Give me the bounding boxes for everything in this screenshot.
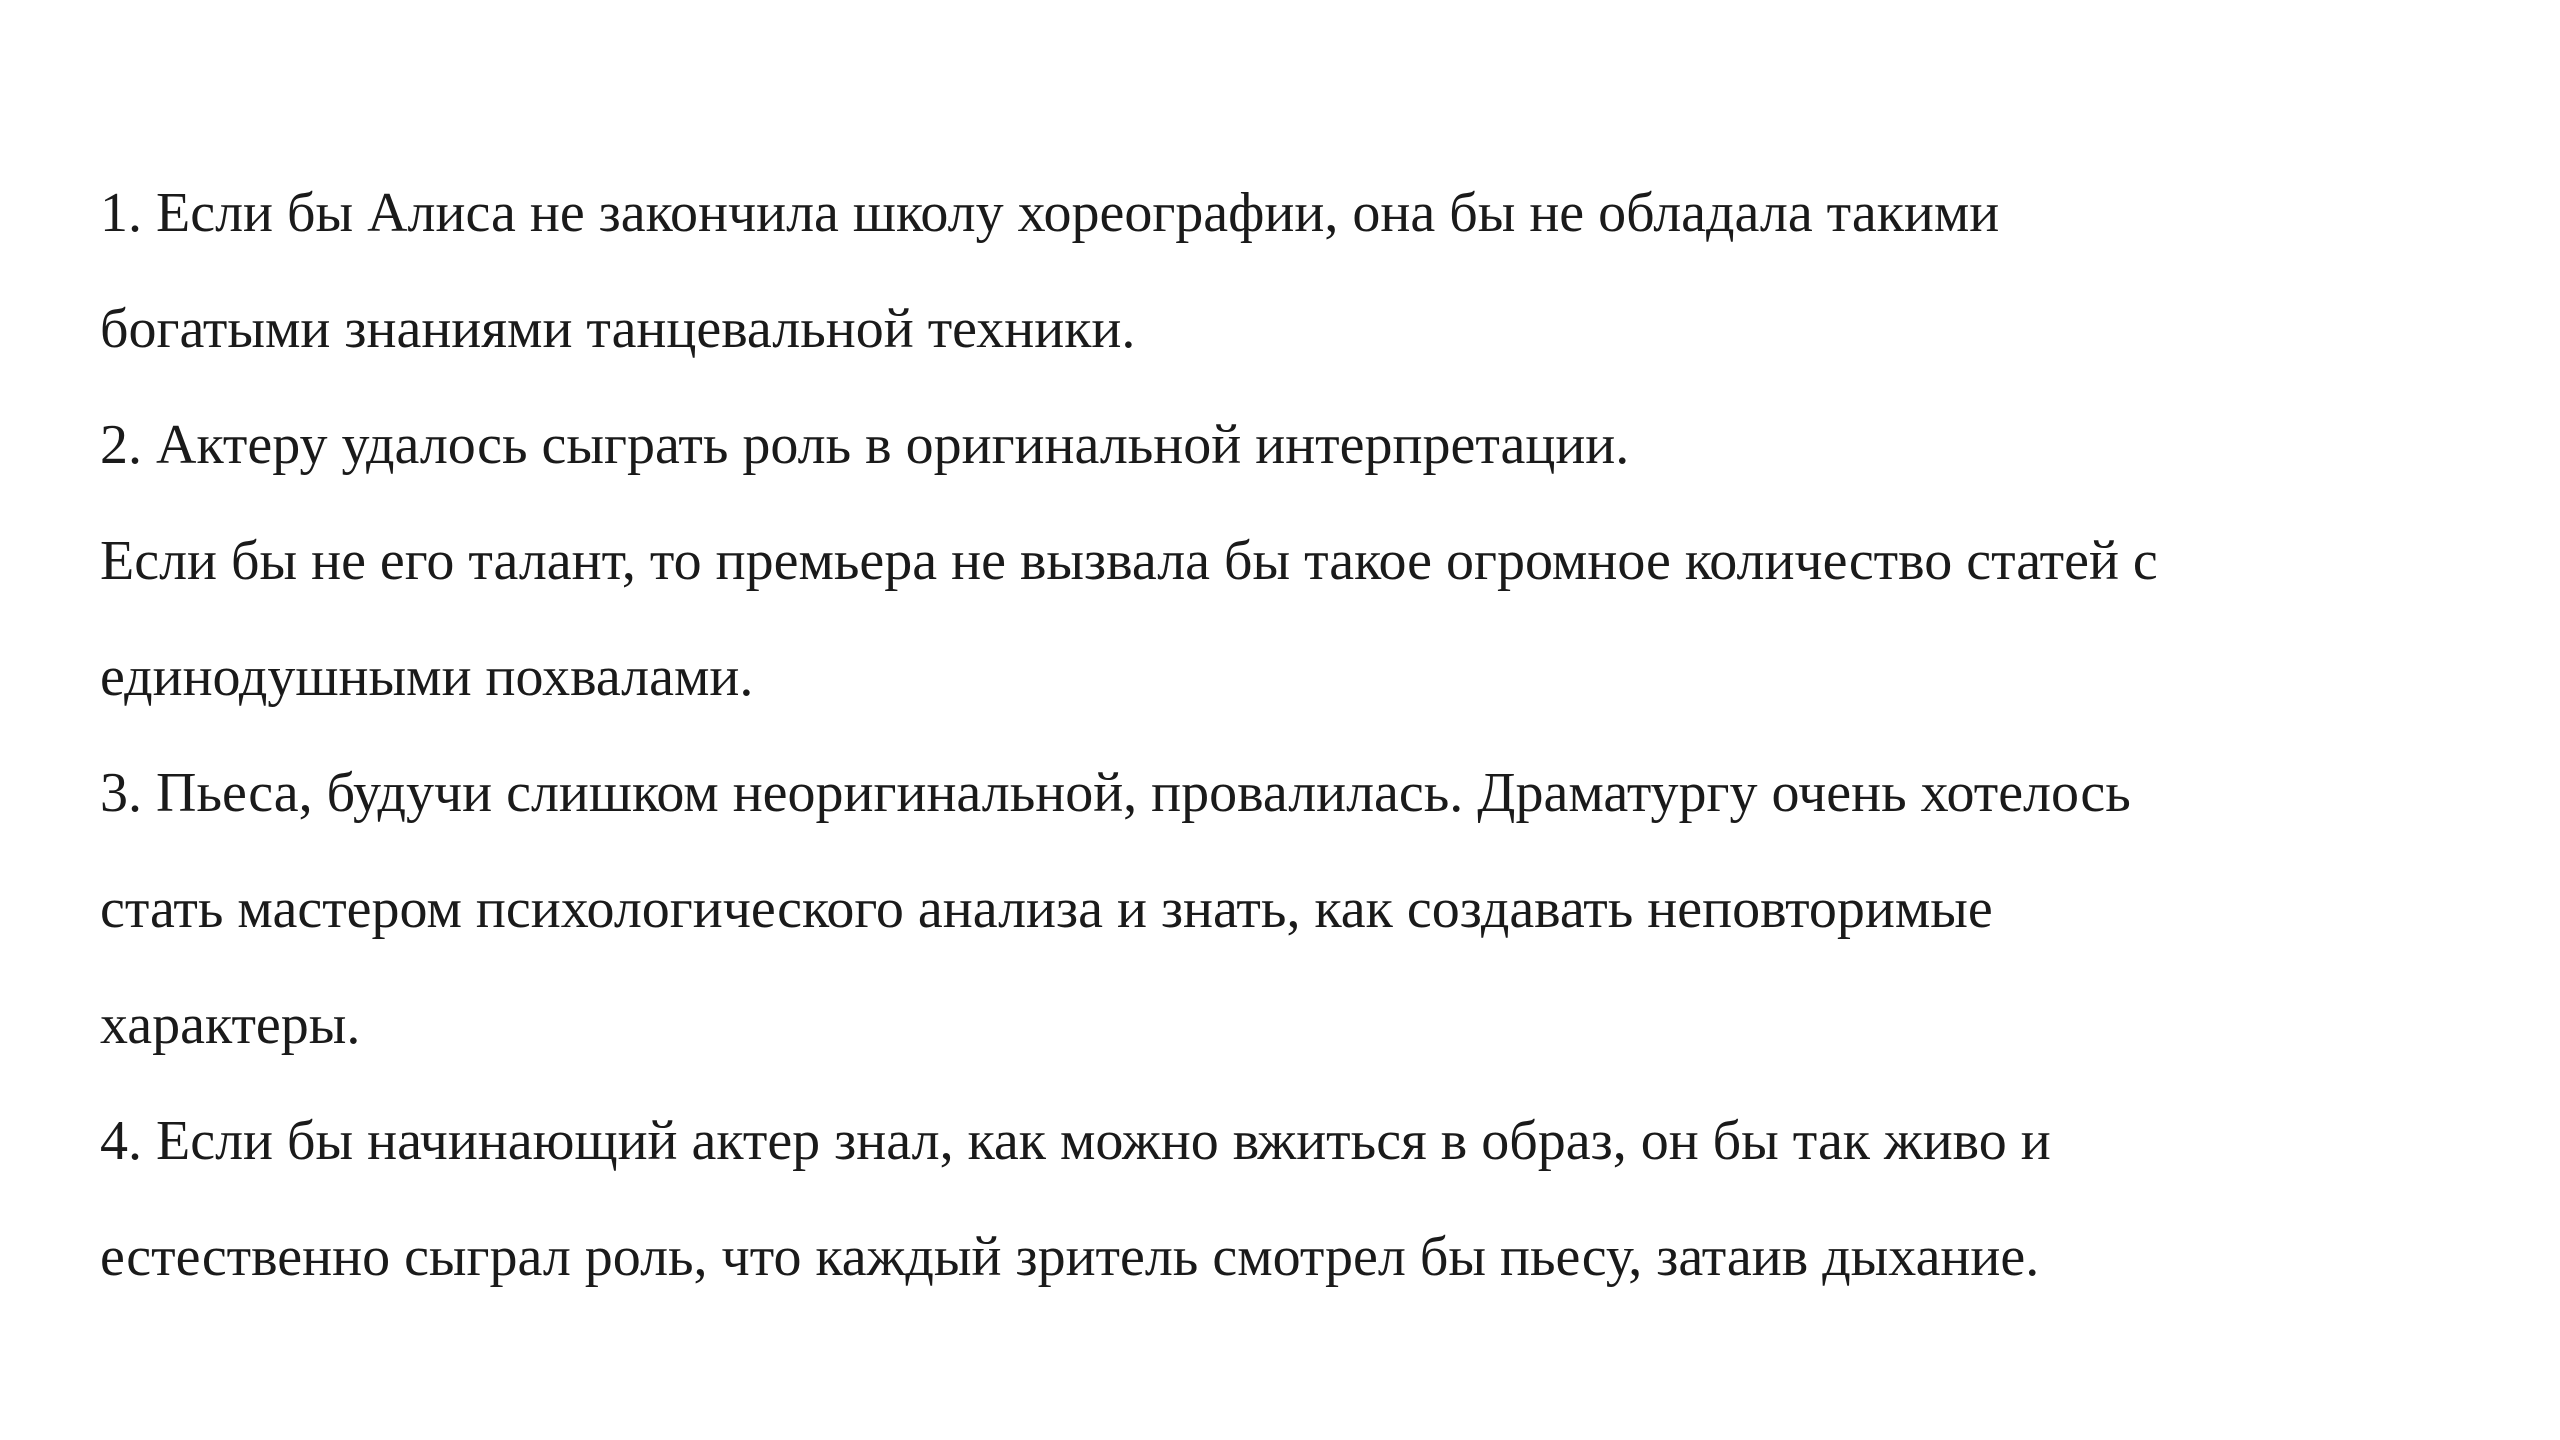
sentence-2-line-3: единодушными похвалами. <box>100 646 754 708</box>
sentence-3-line-2: стать мастером психологического анализа и знать, как создавать неповторимые <box>100 878 1993 940</box>
sentence-2-line-2: Если бы не его талант, то премьера не вызвала бы такое огромное количество статей с <box>100 530 2158 592</box>
sentence-1-line-1: 1. Если бы Алиса не закончила школу хореографии, она бы не обладала такими <box>100 182 2000 244</box>
sentence-3-line-1: 3. Пьеса, будучи слишком неоригинальной, провалилась. Драматургу очень хотелось <box>100 762 2131 824</box>
sentence-3-line-3: характеры. <box>100 994 361 1056</box>
sentence-4-line-1: 4. Если бы начинающий актер знал, как можно вжиться в образ, он бы так живо и <box>100 1110 2051 1172</box>
sentence-2-line-1: 2. Актеру удалось сыграть роль в оригинальной интерпретации. <box>100 414 1630 476</box>
sentence-4-line-2: естественно сыграл роль, что каждый зритель смотрел бы пьесу, затаив дыхание. <box>100 1226 2040 1288</box>
sentence-1-line-2: богатыми знаниями танцевальной техники. <box>100 298 1136 360</box>
